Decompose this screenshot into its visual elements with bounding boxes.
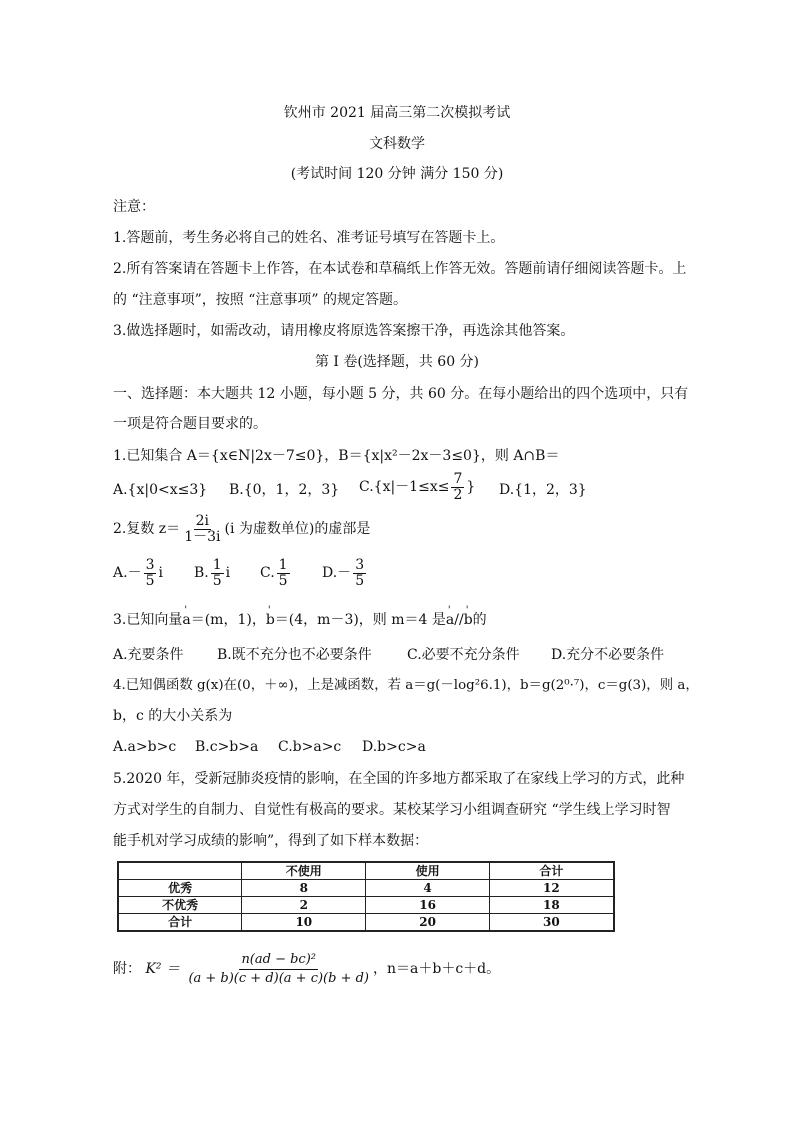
q2-option-c	[260, 555, 292, 591]
q2-a-num: 3	[145, 556, 155, 573]
q2-stem-pre: 2.复数 z＝	[113, 521, 181, 537]
q5-line-1: 5.2020 年，受新冠肺炎疫情的影响，在全国的许多地方都采取了在家线上学习的方式，此种	[113, 771, 685, 787]
table-row	[118, 897, 614, 914]
q3-stem	[113, 610, 487, 630]
notes-heading: 注意：	[113, 199, 155, 215]
q1-option-c	[359, 470, 475, 504]
q2-a-den: 5	[145, 572, 155, 589]
q3-stem-p4: 的	[472, 612, 487, 628]
q3-parallel: //	[454, 612, 464, 628]
note-2b: 的 “注意事项”，按照 “注意事项” 的规定答题。	[113, 292, 407, 308]
q2-d-fraction	[353, 558, 366, 589]
formula-num: n(ad − bc)²	[239, 951, 318, 970]
q1-c-num: 7	[453, 470, 463, 487]
table-row	[118, 914, 614, 932]
q3-option-a: A.充要条件	[113, 647, 184, 663]
note-3: 3.做选择题时，如需改动，请用橡皮将原选答案擦干净，再选涂其他答案。	[113, 323, 575, 339]
table-cell: 4	[366, 880, 489, 897]
table-cell: 20	[366, 914, 489, 932]
q1-c-post: }	[466, 479, 476, 495]
table-header-cell: 不使用	[242, 862, 366, 880]
q4-option-a: A.a>b>c	[113, 739, 177, 755]
q3-stem-p3: ＝(4，m－3)，则 m＝4 是	[274, 612, 446, 628]
q3-option-d: D.充分不必要条件	[551, 647, 665, 663]
table-cell: 30	[489, 914, 614, 932]
table-cell: 12	[489, 880, 614, 897]
q3-vector-a2: ' a	[446, 610, 454, 630]
q2-c-num: 1	[278, 556, 288, 573]
table-cell: 10	[242, 914, 366, 932]
q2-c-fraction	[277, 558, 290, 589]
q2-option-b	[194, 555, 230, 591]
q1-stem: 1.已知集合 A＝{x∈N|2x－7≤0}，B＝{x|x²－2x－3≤0}，则 A∩B＝	[113, 448, 560, 464]
formula-den: (a + b)(c + d)(a + c)(b + d)	[188, 970, 369, 986]
q5-formula	[113, 950, 500, 988]
q2-fraction	[182, 514, 222, 545]
q3-option-b: B.既不充分也不必要条件	[217, 647, 372, 663]
q3-stem-p1: 3.已知向量	[113, 612, 183, 628]
q4-option-c: C.b>a>c	[278, 739, 342, 755]
q2-d-den: 5	[355, 572, 365, 589]
table-row	[118, 880, 614, 897]
q2-d-pre: D.－	[322, 565, 352, 581]
q2-a-post: i	[158, 565, 163, 581]
q3-option-c: C.必要不充分条件	[407, 647, 520, 663]
q3-stem-p2: ＝(m，1)，	[190, 612, 266, 628]
q1-c-pre: C.{x|－1≤x≤	[359, 479, 450, 495]
q4-option-b: B.c>b>a	[195, 739, 259, 755]
table-cell: 不优秀	[118, 897, 242, 914]
exam-subject: 文科数学	[369, 136, 425, 152]
table-cell: 合计	[118, 914, 242, 932]
q3-vector-b: ' b	[266, 610, 275, 630]
q2-option-a	[113, 555, 163, 591]
q2-b-post: i	[225, 565, 231, 581]
q1-c-fraction	[451, 472, 464, 503]
table-header-cell	[118, 862, 242, 880]
q2-option-d	[322, 555, 368, 591]
q2-d-num: 3	[355, 556, 365, 573]
q2-c-pre: C.	[260, 565, 275, 581]
q2-c-den: 5	[278, 572, 288, 589]
note-1: 1.答题前，考生务必将自己的姓名、准考证号填写在答题卡上。	[113, 230, 505, 246]
q1-option-d: D.{1，2，3}	[499, 482, 587, 498]
q2-a-pre: A.－	[113, 565, 142, 581]
q2-b-num: 1	[212, 556, 222, 573]
sample-data-table	[117, 861, 615, 932]
q4-option-d: D.b>c>a	[362, 739, 426, 755]
exam-title: 钦州市 2021 届高三第二次模拟考试	[283, 105, 511, 121]
section-intro-a: 一、选择题：本大题共 12 小题，每小题 5 分，共 60 分。在每小题给出的四个选项中，只有	[113, 386, 689, 402]
q1-option-a: A.{x|0<x≤3}	[113, 482, 208, 498]
q1-option-b: B.{0，1，2，3}	[229, 482, 340, 498]
table-header-cell: 使用	[366, 862, 489, 880]
exam-time-info: (考试时间 120 分钟 满分 150 分)	[290, 166, 504, 182]
section-intro-b: 一项是符合题目要求的。	[113, 416, 267, 432]
note-2a: 2.所有答案请在答题卡上作答，在本试卷和草稿纸上作答无效。答题前请仔细阅读答题卡。上	[113, 261, 687, 277]
q4-line-1: 4.已知偶函数 g(x)在(0，＋∞)，上是减函数，若 a＝g(－log²6.1)，b＝g(2⁰·⁷)，c＝g(3)，则 a，	[113, 678, 699, 693]
q2-stem-post: (i 为虚数单位)的虚部是	[224, 521, 371, 537]
formula-fraction	[186, 951, 371, 988]
section-title: 第 I 卷(选择题，共 60 分)	[314, 354, 480, 370]
q5-line-3: 能手机对学习成绩的影响”，得到了如下样本数据：	[113, 833, 429, 849]
table-cell: 8	[242, 880, 366, 897]
table-header-row	[118, 862, 614, 880]
q1-c-den: 2	[453, 486, 463, 503]
table-cell: 2	[242, 897, 366, 914]
formula-suffix: ，n＝a＋b＋c＋d。	[373, 961, 501, 977]
formula-prefix: 附：	[113, 961, 141, 977]
table-cell: 18	[489, 897, 614, 914]
q2-num: 2i	[195, 512, 210, 529]
formula-lhs: K² ＝	[145, 961, 180, 977]
q2-stem	[113, 511, 370, 547]
q5-line-2: 方式对学生的自制力、自觉性有极高的要求。某校某学习小组调查研究 “学生线上学习时智	[113, 802, 671, 818]
q2-b-den: 5	[212, 572, 222, 589]
table-header-cell: 合计	[489, 862, 614, 880]
table-cell: 优秀	[118, 880, 242, 897]
q2-b-pre: B.	[194, 565, 209, 581]
q2-b-fraction	[211, 558, 224, 589]
q4-line-2: b，c 的大小关系为	[113, 708, 233, 724]
q3-vector-a: ' a	[182, 610, 190, 630]
table-cell: 16	[366, 897, 489, 914]
q3-vector-b2: ' b	[464, 610, 473, 630]
q2-den: 1－3i	[184, 528, 221, 545]
q2-a-fraction	[144, 558, 157, 589]
